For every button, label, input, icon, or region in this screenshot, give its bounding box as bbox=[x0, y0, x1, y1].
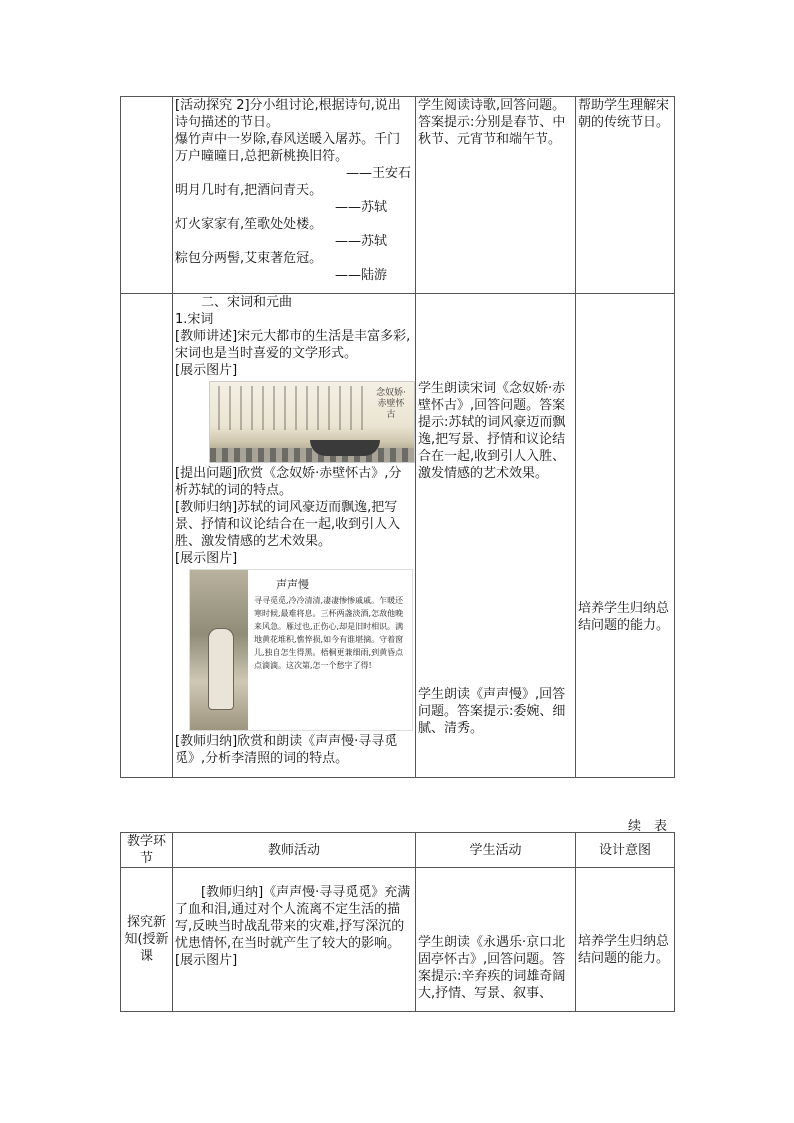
student-activity-cell bbox=[416, 294, 576, 778]
design-purpose-cell bbox=[576, 97, 675, 294]
header-teacher-activity: 教师活动 bbox=[173, 833, 416, 868]
calligraphy-columns bbox=[218, 386, 366, 430]
show-image-label: [展示图片] bbox=[175, 551, 238, 566]
lady-figure-icon bbox=[208, 628, 234, 710]
poem-lines: 粽包分两髻,艾束著危冠。 bbox=[175, 251, 323, 266]
design-purpose-cell bbox=[576, 868, 675, 1012]
teacher-question: [提出问题]欣赏《念奴娇·赤壁怀古》,分析苏轼的词的特点。 bbox=[175, 466, 402, 498]
design-purpose-cell bbox=[576, 294, 675, 778]
student-activity-text: 学生朗读《声声慢》,回答问题。答案提示:委婉、细腻、清秀。 bbox=[418, 687, 566, 736]
boat-icon bbox=[310, 440, 380, 456]
table-header-row bbox=[121, 833, 675, 868]
lesson-table-top bbox=[120, 96, 675, 778]
student-activity-text: 学生朗读宋词《念奴娇·赤壁怀古》,回答问题。答案提示:苏轼的词风豪迈而飘逸,把写景、抒情和议论结合在一起,收到引人入胜、激发情感的艺术效果。 bbox=[418, 381, 566, 481]
teacher-activity-cell bbox=[173, 97, 416, 294]
table-row bbox=[121, 868, 675, 1012]
poem-author: ——王安石 bbox=[345, 166, 411, 181]
stage-cell bbox=[121, 868, 173, 1012]
design-purpose-text: 培养学生归纳总结问题的能力。 bbox=[578, 601, 670, 633]
teacher-summary: [教师归纳]苏轼的词风豪迈而飘逸,把写景、抒情和议论结合在一起,收到引人入胜、激发情感的艺术效果。 bbox=[175, 500, 401, 549]
student-activity-text: 学生阅读诗歌,回答问题。答案提示:分别是春节、中秋节、元宵节和端午节。 bbox=[418, 98, 566, 147]
image-title: 念奴娇·赤壁怀古 bbox=[376, 388, 406, 420]
section-heading: 二、宋词和元曲 bbox=[201, 295, 293, 310]
poem-lines: 灯火家家有,笙歌处处楼。 bbox=[175, 217, 323, 232]
table-row bbox=[121, 97, 675, 294]
shengshengman-image bbox=[189, 569, 413, 731]
poem-author: ——苏轼 bbox=[334, 200, 387, 215]
teacher-activity-cell bbox=[173, 868, 416, 1012]
poem-author: ——陆游 bbox=[334, 268, 387, 283]
student-activity-text: 学生朗读《永遇乐·京口北固亭怀古》,回答问题。答案提示:辛弃疾的词雄奇阔大,抒情、写景、叙事、 bbox=[418, 935, 566, 1001]
poem-author: ——苏轼 bbox=[334, 234, 387, 249]
stage-cell bbox=[121, 97, 173, 294]
design-purpose-text: 帮助学生理解宋朝的传统节日。 bbox=[578, 98, 670, 130]
teacher-summary: [教师归纳]欣赏和朗读《声声慢·寻寻觅觅》,分析李清照的词的特点。 bbox=[175, 734, 398, 766]
header-design-purpose: 设计意图 bbox=[576, 833, 675, 868]
ci-poem-image bbox=[209, 381, 415, 463]
table-row bbox=[121, 294, 675, 778]
design-purpose-text: 培养学生归纳总结问题的能力。 bbox=[578, 933, 670, 966]
stage-cell bbox=[121, 294, 173, 778]
lesson-table-bottom bbox=[120, 832, 675, 1012]
continued-label: 续 表 bbox=[628, 819, 668, 834]
subsection-heading: 1.宋词 bbox=[175, 312, 214, 327]
poem-lines: 爆竹声中一岁除,春风送暖入屠苏。千门万户曈曈日,总把新桃换旧符。 bbox=[175, 132, 401, 164]
header-student-activity: 学生活动 bbox=[416, 833, 576, 868]
student-activity-cell bbox=[416, 97, 576, 294]
show-image-label: [展示图片] bbox=[175, 363, 238, 378]
student-activity-cell bbox=[416, 868, 576, 1012]
show-image-label: [展示图片] bbox=[175, 953, 238, 968]
image-poem-text: 寻寻觅觅,冷冷清清,凄凄惨惨戚戚。乍暖还寒时候,最难将息。三杯两盏淡酒,怎敌他晚来风急。雁过也,正伤心,却是旧时相识。满地黄花堆积,憔悴损,如今有谁堪摘。守着窗儿,独自怎生得黑。梧桐更兼细雨,到黄昏点点滴滴。这次第,怎一个愁字了得! bbox=[254, 596, 404, 670]
teacher-lecture: [教师讲述]宋元大都市的生活是丰富多彩,宋词也是当时喜爱的文学形式。 bbox=[175, 329, 411, 361]
poem-lines: 明月几时有,把酒问青天。 bbox=[175, 183, 323, 198]
teacher-activity-cell bbox=[173, 294, 416, 778]
river-waves bbox=[210, 448, 414, 462]
image-poem-title: 声声慢 bbox=[276, 578, 309, 591]
header-stage: 教学环节 bbox=[121, 833, 173, 868]
stage-text: 探究新知(授新课 bbox=[124, 915, 169, 964]
teacher-summary: [教师归纳]《声声慢·寻寻觅觅》充满了血和泪,通过对个人流离不定生活的描写,反映当时战乱带来的灾难,抒写深沉的忧患情怀,在当时就产生了较大的影响。 bbox=[175, 885, 411, 951]
activity-title: [活动探究 2]分小组讨论,根据诗句,说出诗句描述的节日。 bbox=[175, 98, 401, 130]
